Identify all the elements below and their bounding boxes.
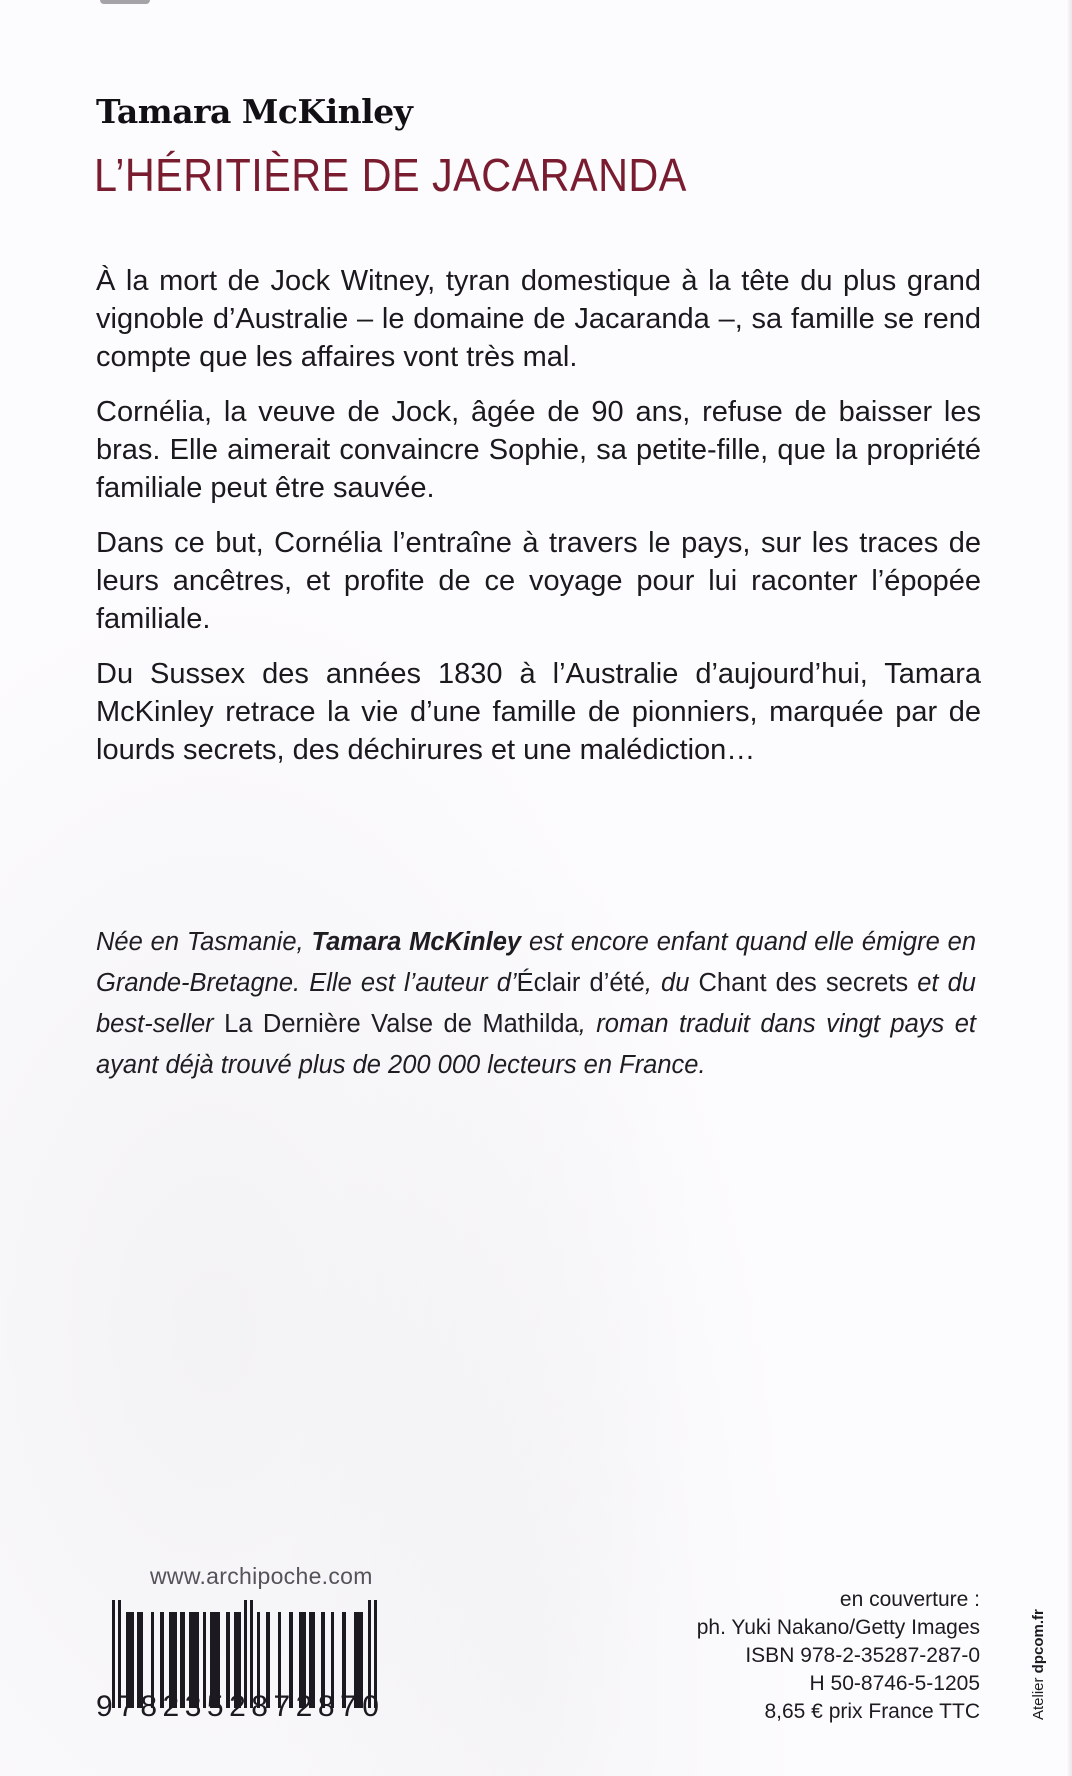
publisher-website: www.archipoche.com (150, 1563, 373, 1589)
isbn: ISBN 978-2-35287-287-0 (745, 1644, 980, 1667)
bio-text: et du best-seller (96, 969, 976, 1038)
bio-book-title: Éclair d’été (516, 969, 645, 997)
page-smudge (100, 0, 150, 4)
bio-book-title: Chant des secrets (698, 969, 909, 997)
barcode-number: 9782352872870 (96, 1690, 385, 1723)
bio-paragraph (96, 922, 976, 1086)
blurb-paragraph: À la mort de Jock Witney, tyran domestique à la tête du plus grand vignoble d’Australie – le domaine de Jacaranda –, sa famille se rend compte que les affaires vont très mal. (96, 265, 981, 373)
author-name: Tamara McKinley (96, 92, 413, 131)
bio-author-name: Tamara McKinley (311, 928, 522, 956)
design-credit-prefix: Atelier (1030, 1673, 1047, 1720)
cover-credits (697, 1586, 980, 1726)
design-credit (1030, 1609, 1047, 1720)
bio-text: est encore enfant quand elle émigre en Grande-Bretagne. Elle est l’auteur d’ (96, 928, 977, 997)
book-title: L’HÉRITIÈRE DE JACARANDA (94, 149, 687, 201)
bio-book-title: La Dernière Valse de Mathilda (224, 1010, 579, 1038)
bio-text: , du (644, 969, 699, 997)
design-credit-name: dpcom.fr (1030, 1609, 1047, 1674)
blurb-paragraph: Dans ce but, Cornélia l’entraîne à travers le pays, sur les traces de leurs ancêtres, et profite de ce voyage pour lui raconter l’épopée familiale. (96, 527, 981, 635)
blurb-paragraph: Du Sussex des années 1830 à l’Australie d’aujourd’hui, Tamara McKinley retrace la vie d’une famille de pionniers, marquée par de lourds secrets, des déchirures et une malédiction… (96, 658, 981, 766)
blurb-paragraph: Cornélia, la veuve de Jock, âgée de 90 ans, refuse de baisser les bras. Elle aimerait convaincre Sophie, sa petite-fille, que la propriété familiale peut être sauvée. (96, 396, 981, 504)
product-code: H 50-8746-5-1205 (809, 1672, 980, 1695)
bio-text: , roman traduit dans vingt pays et ayant déjà trouvé plus de 200 000 lecteurs en France. (96, 1010, 977, 1079)
credit-line: en couverture : (839, 1588, 980, 1611)
credit-line: ph. Yuki Nakano/Getty Images (696, 1616, 980, 1639)
blurb-summary (96, 262, 981, 786)
author-bio (96, 922, 976, 1086)
price: 8,65 € prix France TTC (764, 1700, 980, 1723)
bio-text: Née en Tasmanie, (96, 928, 312, 956)
cover-edge (1066, 0, 1072, 1776)
